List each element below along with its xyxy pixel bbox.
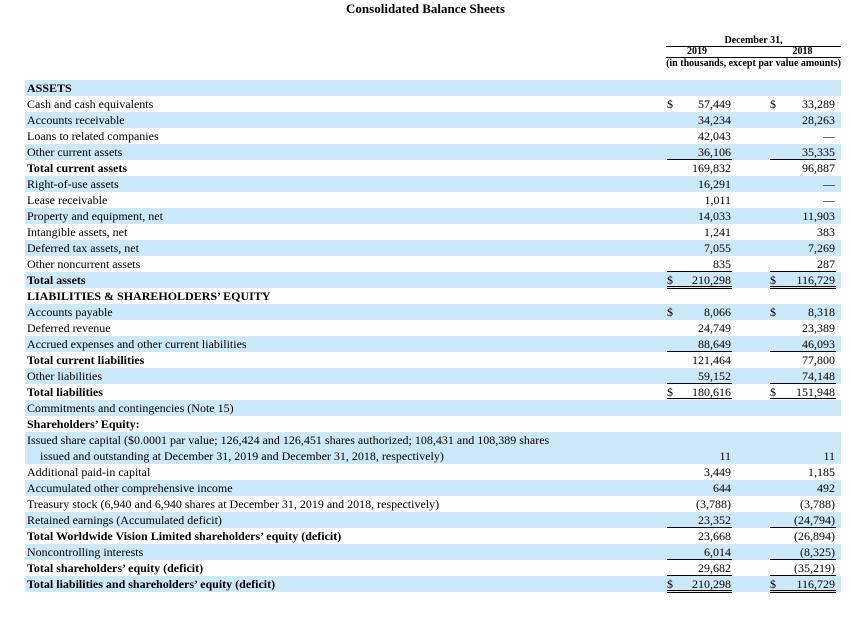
value-2019: 14,033 [698,209,731,223]
value-2018: 116,729 [796,577,835,591]
row-label: Property and equipment, net [27,209,163,223]
value-2019: 210,298 [692,273,731,287]
value-2018: (26,894) [794,529,835,543]
table-row [25,208,841,224]
row-label: Cash and cash equivalents [27,97,154,111]
table-row [25,144,841,160]
table-row [25,176,841,192]
value-2018: 7,269 [808,241,835,255]
row-label: Deferred tax assets, net [27,241,139,255]
row-label: Total liabilities and shareholders’ equity (deficit) [27,577,276,591]
currency-symbol-2019: $ [667,97,673,111]
table-row [25,560,841,576]
value-2019: 180,616 [692,385,731,399]
row-label: Shareholders’ Equity: [27,417,140,431]
value-2018: 35,335 [802,145,835,159]
table-row [25,304,841,320]
row-label: Accumulated other comprehensive income [27,481,233,495]
table-row [25,432,841,464]
value-2018: (3,788) [800,497,835,511]
currency-symbol-2018: $ [770,385,776,399]
value-2019: 6,014 [704,545,731,559]
value-2018: 96,887 [802,161,835,175]
row-label: Total current assets [27,161,127,175]
row-label-line: issued and outstanding at December 31, 2019 and December 31, 2018, respectively) [40,449,444,463]
balance-sheet-table [25,80,841,592]
table-row [25,416,841,432]
value-2018: 28,263 [802,113,835,127]
row-label: Retained earnings (Accumulated deficit) [27,513,222,527]
currency-symbol-2019: $ [667,305,673,319]
value-2019: 121,464 [692,353,731,367]
value-2018: 8,318 [808,305,835,319]
row-label: Accounts payable [27,305,113,319]
value-2019: 16,291 [698,177,731,191]
value-2019: 3,449 [704,465,731,479]
row-label: Additional paid-in capital [27,465,151,479]
row-label: Deferred revenue [27,321,111,335]
value-2018: — [823,177,835,191]
period-header: December 31, [724,35,783,46]
row-label: Total shareholders’ equity (deficit) [27,561,204,575]
row-label: Noncontrolling interests [27,545,144,559]
table-row [25,320,841,336]
table-row [25,368,841,384]
value-2018: 74,148 [802,369,835,383]
table-row [25,496,841,512]
value-2018: 287 [817,257,835,271]
value-2019: 835 [713,257,731,271]
double-underline [770,590,836,593]
currency-symbol-2018: $ [770,273,776,287]
table-row [25,528,841,544]
row-label: Treasury stock (6,940 and 6,940 shares at December 31, 2019 and 2018, respectively) [27,497,440,511]
value-2018: (24,794) [794,513,835,527]
value-2018: 492 [817,481,835,495]
value-2018: (8,325) [800,545,835,559]
value-2018: 116,729 [796,273,835,287]
table-row [25,96,841,112]
value-2019: 57,449 [698,97,731,111]
table-row [25,384,841,400]
document-title: Consolidated Balance Sheets [346,1,505,16]
value-2018: 46,093 [802,337,835,351]
value-2019: 36,106 [698,145,731,159]
row-label: Accrued expenses and other current liabilities [27,337,247,351]
row-label: ASSETS [27,81,72,95]
value-2018: — [823,129,835,143]
table-row [25,336,841,352]
row-label: Other current assets [27,145,123,159]
value-2019: 23,668 [698,529,731,543]
currency-symbol-2019: $ [667,385,673,399]
table-row [25,512,841,528]
value-2018: — [823,193,835,207]
value-2019: 34,234 [698,113,731,127]
table-row [25,224,841,240]
table-row [25,160,841,176]
value-2019: 24,749 [698,321,731,335]
value-2019: 8,066 [704,305,731,319]
value-2019: 42,043 [698,129,731,143]
table-row [25,240,841,256]
currency-symbol-2018: $ [770,577,776,591]
row-label: Accounts receivable [27,113,125,127]
value-2019: 644 [713,481,731,495]
currency-symbol-2018: $ [770,305,776,319]
table-row [25,576,841,592]
currency-symbol-2018: $ [770,97,776,111]
row-label [27,432,627,464]
row-label: Intangible assets, net [27,225,128,239]
value-2019: (3,788) [696,497,731,511]
value-2018: (35,219) [794,561,835,575]
value-2019: 11 [719,449,731,463]
value-2019: 1,011 [704,193,731,207]
row-label: LIABILITIES & SHAREHOLDERS’ EQUITY [27,289,271,303]
value-2018: 1,185 [808,465,835,479]
table-row [25,80,841,96]
value-2019: 23,352 [698,513,731,527]
table-row [25,464,841,480]
value-2019: 88,649 [698,337,731,351]
row-label: Other liabilities [27,369,102,383]
currency-symbol-2019: $ [667,273,673,287]
value-2019: 1,241 [704,225,731,239]
column-header-2019: 2019 [687,46,707,57]
table-row [25,288,841,304]
value-2019: 169,832 [692,161,731,175]
table-row [25,352,841,368]
value-2019: 7,055 [704,241,731,255]
table-row [25,400,841,416]
table-row [25,544,841,560]
value-2018: 77,800 [802,353,835,367]
value-2018: 23,389 [802,321,835,335]
value-2019: 210,298 [692,577,731,591]
row-label-line: Issued share capital ($0.0001 par value; 126,424 and 126,451 shares authorized; 108,431 and 108,389 shares [27,433,550,447]
table-row [25,128,841,144]
value-2018: 151,948 [796,385,835,399]
row-label: Loans to related companies [27,129,159,143]
currency-symbol-2019: $ [667,577,673,591]
table-row [25,256,841,272]
table-row [25,480,841,496]
units-note: (in thousands, except par value amounts) [666,58,841,69]
table-row [25,112,841,128]
column-header-2018: 2018 [792,46,813,57]
table-row [25,192,841,208]
row-label: Total Worldwide Vision Limited shareholders’ equity (deficit) [27,529,342,543]
row-label: Other noncurrent assets [27,257,141,271]
value-2019: 59,152 [698,369,731,383]
value-2019: 29,682 [698,561,731,575]
row-label: Total liabilities [27,385,103,399]
row-label: Total assets [27,273,86,287]
table-row [25,272,841,288]
row-label: Total current liabilities [27,353,145,367]
value-2018: 11,903 [802,209,835,223]
double-underline [667,590,732,593]
row-label: Right-of-use assets [27,177,119,191]
row-label: Commitments and contingencies (Note 15) [27,401,234,415]
row-label: Lease receivable [27,193,108,207]
value-2018: 383 [817,225,835,239]
value-2018: 11 [823,449,835,463]
value-2018: 33,289 [802,97,835,111]
